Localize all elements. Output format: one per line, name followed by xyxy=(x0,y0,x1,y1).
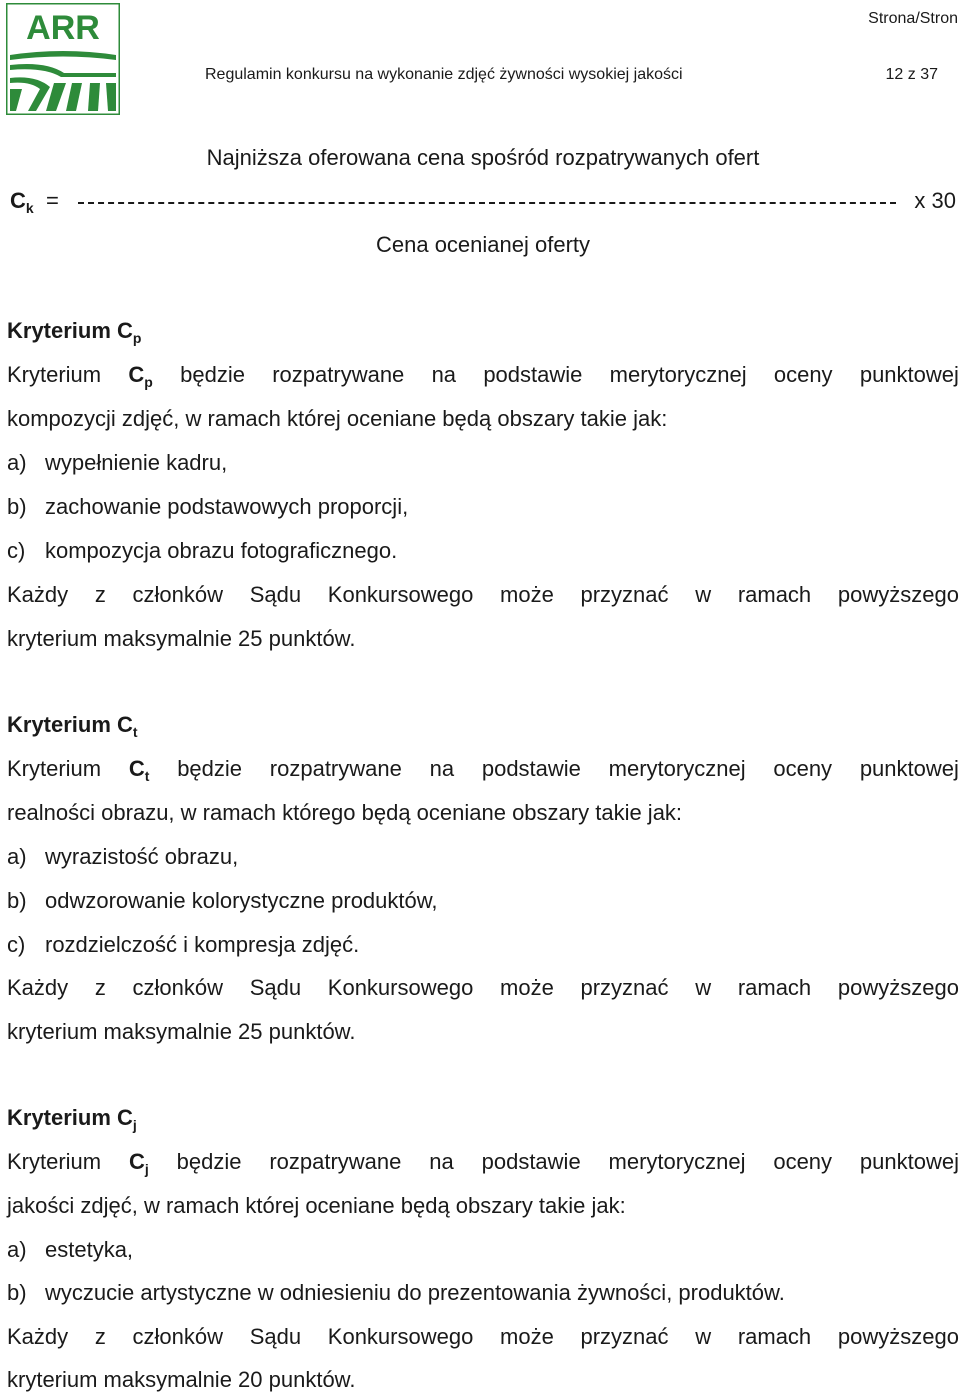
document-title: Regulamin konkursu na wykonanie zdjęć żywności wysokiej jakości xyxy=(205,66,683,83)
section-heading-ct: Kryterium $C_t$ xyxy=(7,712,138,740)
list-item: b) zachowanie podstawowych proporcji, xyxy=(7,494,409,519)
list-item: b) odwzorowanie kolorystyczne produktów, xyxy=(7,888,438,913)
criterion-symbol: $C_t$ xyxy=(128,756,150,784)
section-intro-line: Kryterium $C_t$ będzie rozpatrywane na podstawie merytorycznej oceny punktowej xyxy=(7,756,959,784)
list-item: a) wypełnienie kadru, xyxy=(7,450,228,475)
criterion-symbol: $C_j$ xyxy=(128,1149,149,1177)
list-item: a) estetyka, xyxy=(7,1237,134,1262)
section-closing-line-2: kryterium maksymalnie 20 punktów. xyxy=(7,1367,356,1392)
section-closing-line-2: kryterium maksymalnie 25 punktów. xyxy=(7,1019,356,1044)
section-intro-line: Kryterium $C_p$ będzie rozpatrywane na podstawie merytorycznej oceny punktowej xyxy=(7,362,959,390)
header-stamp: Strona/Stron xyxy=(868,10,958,27)
list-item: a) wyrazistość obrazu, xyxy=(7,844,239,869)
page-number: 12 z 37 xyxy=(885,66,938,83)
arr-logo xyxy=(6,3,120,115)
formula-equals: = xyxy=(46,188,59,213)
section-heading-cp: Kryterium $C_p$ xyxy=(7,318,142,346)
formula-line xyxy=(10,188,956,218)
formula-numerator: Najniższa oferowana cena spośród rozpatrywanych ofert xyxy=(206,145,760,170)
section-closing-line: Każdy z członków Sądu Konkursowego może przyznać w ramach powyższego xyxy=(7,1324,959,1349)
list-item: c) kompozycja obrazu fotograficznego. xyxy=(7,538,398,563)
section-heading-cj: Kryterium $C_j$ xyxy=(7,1105,137,1133)
criterion-symbol: $C_p$ xyxy=(128,362,153,390)
fraction-bar xyxy=(78,202,896,204)
section-intro-line: Kryterium $C_j$ będzie rozpatrywane na podstawie merytorycznej oceny punktowej xyxy=(7,1149,959,1177)
formula-symbol: $C_k$ xyxy=(10,188,34,216)
section-closing-line: Każdy z członków Sądu Konkursowego może przyznać w ramach powyższego xyxy=(7,582,959,607)
formula-denominator: Cena ocenianej oferty xyxy=(375,232,591,257)
section-intro-line-2: realności obrazu, w ramach którego będą oceniane obszary takie jak: xyxy=(7,800,683,825)
logo-text: ARR xyxy=(26,9,100,47)
section-closing-line-2: kryterium maksymalnie 25 punktów. xyxy=(7,626,356,651)
list-item: b) wyczucie artystyczne w odniesieniu do prezentowania żywności, produktów. xyxy=(7,1280,785,1305)
section-intro-line-2: jakości zdjęć, w ramach której oceniane będą obszary takie jak: xyxy=(7,1193,626,1218)
section-closing-line: Każdy z członków Sądu Konkursowego może przyznać w ramach powyższego xyxy=(7,975,959,1000)
list-item: c) rozdzielczość i kompresja zdjęć. xyxy=(7,932,360,957)
formula-multiplier: x 30 xyxy=(914,188,956,213)
section-intro-line-2: kompozycji zdjęć, w ramach której oceniane będą obszary takie jak: xyxy=(7,406,668,431)
